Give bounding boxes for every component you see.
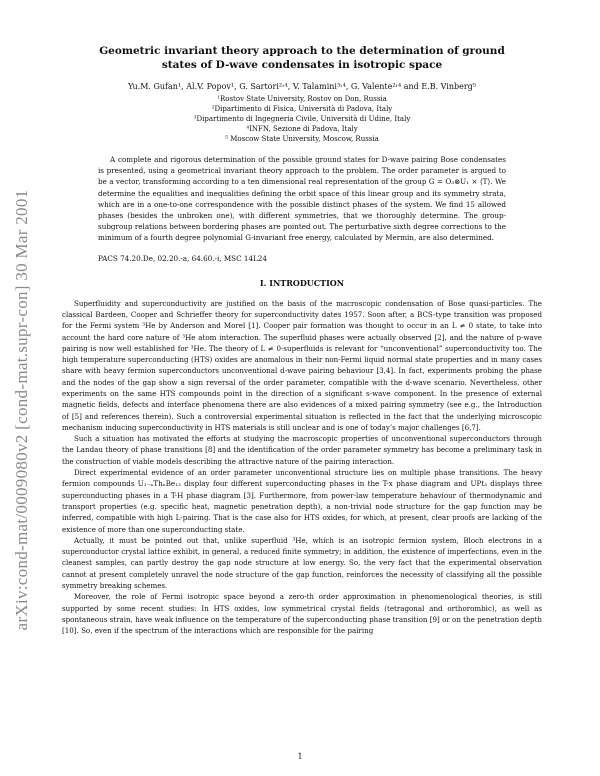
body-paragraph: Superfluidity and superconductivity are justified on the basis of the macroscopic condensation of Bose quasi-particles. The classical Bardeen, Cooper and Schrieffer theory for superconductivity dates 1957. Soon after, a BCS-type transition was proposed for the Fermi system ³He by Anderson and Morel [1]. Cooper pair formation was thought to occur in an L ≠ 0 state, to take into account the hard core nature of ³He atom interaction. The superfluid phases were actually observed [2], and the nature of p-wave pairing is now well established for ³He. The theory of L ≠ 0-superfluids is relevant for “unconventional” superconductivity too. The high temperature superconducting (HTS) oxides are anomalous in their non-Fermi liquid normal state properties and in many cases share with heavy fermion superconductors unconventional d-wave pairing behaviour [3,4]. In fact, experiments probing the phase and the nodes of the gap show a sign reversal of the order parameter, compatible with the d-wave scenario. Nevertheless, other experiments on the same HTS compounds point in the direction of a significant s-wave component. In the presence of external magnetic fields, defects and interface phenomena there are also evidences of a mixed pairing symmetry (see e.g., the Introduction of [5] and references therein). Such a controversial experimental situation is reflected in the fact that the underlying microscopic mechanism inducing superconductivity in HTS materials is still unclear and is one of today’s major challenges [6,7]. bbox=[62, 298, 542, 432]
body-paragraph: Moreover, the role of Fermi isotropic space beyond a zero-th order approximation in phenomenological theories, is still supported by some recent studies: In HTS oxides, low symmetrical crystal fields (tetragonal and orthorombic), as well as spontaneous strain, have weak influence on the temperature of the superconducting phase transition [9] or on the penetration depth [10]. So, even if the spectrum of the interactions which are responsible for the pairing bbox=[62, 592, 542, 636]
affiliations bbox=[62, 94, 542, 144]
abstract: A complete and rigorous determination of the possible ground states for D-wave pairing Bose condensates is presented, using a geometrical invariant theory approach to the problem. The order parameter is argued to be a vector, transforming according to a ten dimensional real representation of the group G = O₃⊗U₁ × ⟨T⟩. We determine the equalities and inequalities defining the orbit space of this linear group and its symmetry strata, which are in a one-to-one correspondence with the possible distinct phases of the system. We find 15 allowed phases (besides the unbroken one), with different symmetries, that we thoroughly determine. The group-subgroup relations between bordering phases are pointed out. The perturbative sixth degree corrections to the minimum of a fourth degree polynomial G-invariant free energy, calculated by Mermin, are also determined. bbox=[98, 155, 506, 243]
section-heading: I. INTRODUCTION bbox=[259, 277, 345, 288]
arxiv-sidebar-stamp bbox=[4, 180, 40, 640]
affiliation: ²Dipartimento di Fisica, Università di Padova, Italy bbox=[211, 105, 393, 113]
paper-title: Geometric invariant theory approach to the determination of ground states of D-wave condensates in isotropic space bbox=[99, 45, 505, 71]
body-paragraph: Such a situation has motivated the efforts at studying the macroscopic properties of unconventional superconductors through the Landau theory of phase transitions [8] and the identification of the order parameter symmetry has become a preliminary task in the construction of viable models describing the attractive nature of the pairing interaction. bbox=[62, 434, 542, 466]
arxiv-identifier: arXiv:cond-mat/0009080v2 [cond-mat.supr-con] 30 Mar 2001 bbox=[12, 189, 31, 631]
paper-page bbox=[62, 44, 542, 637]
author-list: Yu.M. Gufan¹, Al.V. Popov¹, G. Sartori²˒⁴, V. Talamini³˒⁴, G. Valente²˒⁴ and E.B. Vinberg⁵ bbox=[127, 82, 477, 91]
affiliation: ⁴INFN, Sezione di Padova, Italy bbox=[246, 125, 358, 133]
affiliation: ¹Rostov State University, Rostov on Don, Russia bbox=[217, 95, 387, 103]
body-paragraph: Direct experimental evidence of an order parameter unconventional structure lies on multiple phase transitions. The heavy fermion compounds U₁₋ₓThₓBe₁₃ display four different superconducting phases in the T-x phase diagram and UPt₃ displays three superconducting phases in a T-H phase diagram [3]. Furthermore, from power-law temperature behaviour of thermodynamic and transport properties (e.g. specific heat, magnetic penetration depth), a non-trivial node structure for the gap function may be inferred, compatible with high L-pairing. That is the case also for HTS oxides, for which, at present, clear proofs are lacking of the existence of more than one superconducting state. bbox=[62, 468, 542, 534]
body-paragraph: Actually, it must be pointed out that, unlike superfluid ³He, which is an isotropic fermion system, Bloch electrons in a superconductor crystal lattice exhibit, in general, a reduced finite symmetry; in addition, the existence of imperfections, even in the cleanest samples, can partly destroy the gap node structure at low energy. So, the very fact that the experimental observation cannot at present completely unravel the node structure of the gap function, reinforces the necessity of classifying all the possible symmetry breaking schemes. bbox=[62, 535, 542, 591]
affiliation: ⁵ Moscow State University, Moscow, Russia bbox=[225, 135, 379, 143]
pacs-codes: PACS 74.20.De, 02.20.-a, 64.60.-i, MSC 14L24 bbox=[98, 253, 267, 263]
affiliation: ³Dipartimento di Ingegneria Civile, Università di Udine, Italy bbox=[193, 115, 411, 123]
page-number: 1 bbox=[297, 752, 303, 761]
